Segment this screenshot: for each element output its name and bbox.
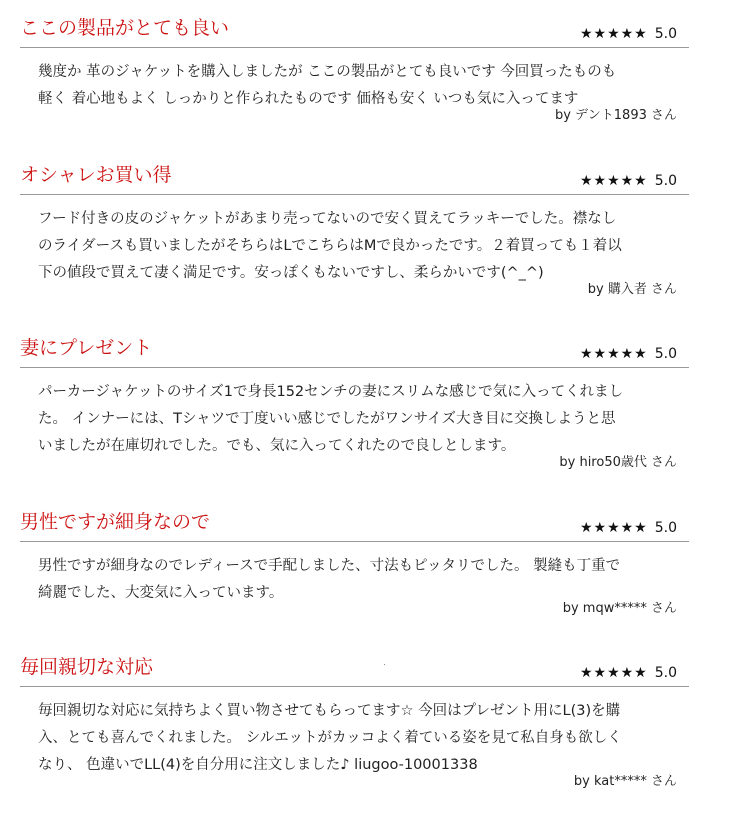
- review-author: by hiro50歳代 さん: [559, 455, 677, 470]
- review-body: [38, 553, 688, 607]
- review-rating: [580, 172, 677, 190]
- review-line: フード付きの皮のジャケットがあまり売ってないので安く買えてラッキーでした。襟なし: [38, 211, 617, 227]
- review-author: by デント1893 さん: [554, 108, 677, 123]
- stray-dot: [384, 664, 385, 665]
- review-body: [38, 379, 688, 460]
- review-line: 毎回親切な対応に気持ちよく買い物させてもらってます☆ 今回はプレゼント用にL(3)を購: [38, 703, 621, 719]
- review-line: 下の値段で買えて凄く満足です。安っぽくもないですし、柔らかいです(^_^): [38, 265, 544, 281]
- review-line: た。 インナーには、Tシャツで丁度いい感じでしたがワンサイズ大き目に交換しようと思: [38, 411, 616, 427]
- review-rating: [580, 345, 677, 363]
- star-rating-icon: ★★★★★: [579, 346, 648, 362]
- review-title: 妻にプレゼント: [20, 337, 153, 359]
- review-title: オシャレお買い得: [20, 164, 172, 186]
- rating-score: 5.0: [654, 26, 677, 42]
- star-rating-icon: ★★★★★: [579, 520, 648, 536]
- divider: [20, 686, 689, 687]
- review-author: by kat***** さん: [573, 774, 677, 789]
- review-rating: [580, 519, 677, 537]
- review-line: 幾度か 革のジャケットを購入しましたが ここの製品がとても良いです 今回買ったものも: [38, 64, 617, 80]
- divider: [20, 541, 689, 542]
- review-body: [38, 206, 688, 287]
- rating-score: 5.0: [654, 665, 677, 681]
- rating-score: 5.0: [654, 520, 677, 536]
- review-body: [38, 698, 688, 779]
- rating-score: 5.0: [654, 346, 677, 362]
- review-body: [38, 59, 688, 113]
- review-rating: [580, 25, 677, 43]
- divider: [20, 47, 689, 48]
- star-rating-icon: ★★★★★: [579, 173, 648, 189]
- review-author: by 購入者 さん: [587, 282, 677, 297]
- review-title: 男性ですが細身なので: [20, 511, 211, 533]
- star-rating-icon: ★★★★★: [579, 26, 648, 42]
- review-rating: [580, 664, 677, 682]
- review-line: 軽く 着心地もよく しっかりと作られたものです 価格も安く いつも気に入ってます: [38, 91, 579, 107]
- review-author: by mqw***** さん: [562, 601, 677, 616]
- review-line: 入、とても喜んでくれました。 シルエットがカッコよく着ている姿を見て私自身も欲しく: [38, 730, 622, 746]
- review-line: のライダースも買いましたがそちらはLでこちらはMで良かったです。２着買っても１着以: [38, 238, 622, 254]
- review-line: 男性ですが細身なのでレディースで手配しました、寸法もピッタリでした。 製縫も丁重で: [38, 558, 621, 574]
- review-title: 毎回親切な対応: [20, 656, 154, 678]
- divider: [20, 194, 689, 195]
- divider: [20, 367, 689, 368]
- review-line: パーカージャケットのサイズ1で身長152センチの妻にスリムな感じで気に入ってくれまし: [38, 384, 624, 400]
- rating-score: 5.0: [654, 173, 677, 189]
- star-rating-icon: ★★★★★: [579, 665, 648, 681]
- review-line: なり、 色違いでLL(4)を自分用に注文しました♪ liugoo-10001338: [38, 757, 478, 773]
- review-line: いましたが在庫切れでした。でも、気に入ってくれたので良しとします。: [38, 438, 516, 454]
- review-line: 綺麗でした、大変気に入っています。: [38, 585, 284, 601]
- review-title: ここの製品がとても良い: [20, 17, 230, 39]
